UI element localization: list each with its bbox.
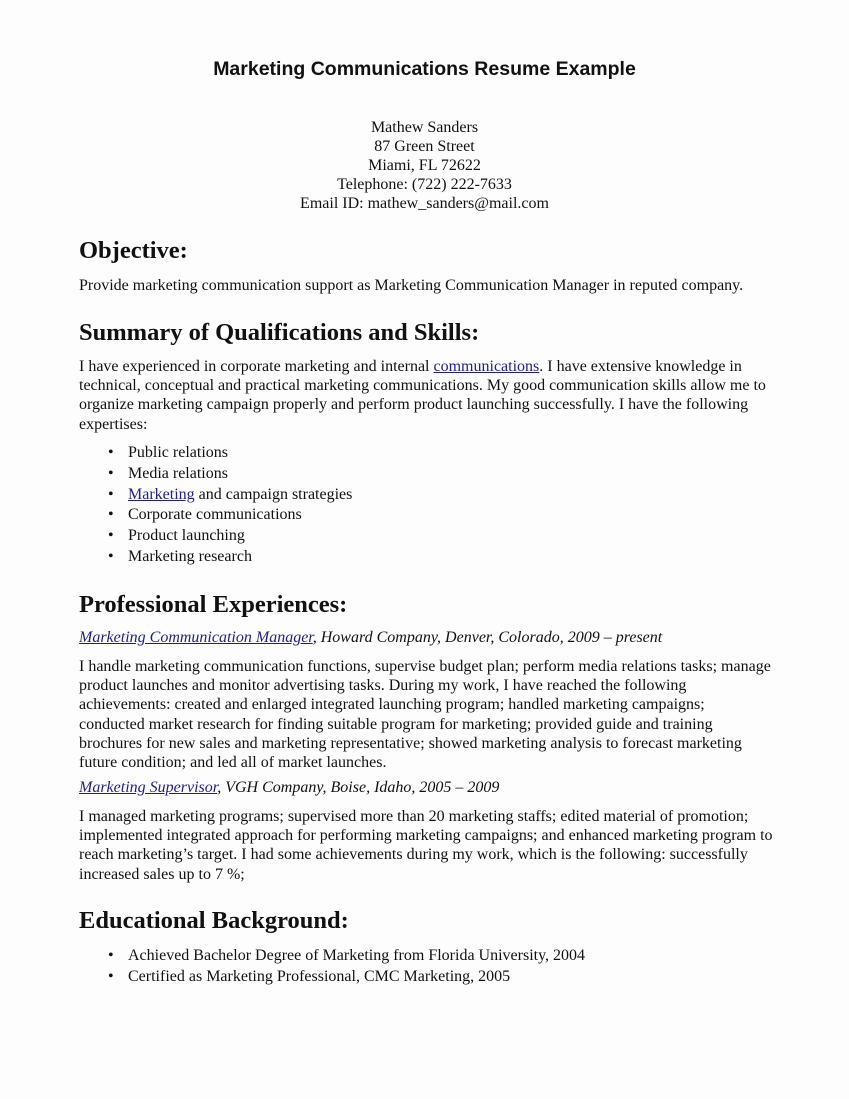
job-description: I managed marketing programs; supervised more than 20 marketing staffs; edited material of promotion; implemented integrated approach for performing marketing campaigns; and enhanced marketing program to reach marketing’s target. I had some achievements during my work, which is the following: successfully increased sales up to 7 %;	[79, 808, 773, 883]
summary-heading: Summary of Qualifications and Skills:	[79, 319, 480, 346]
list-item	[79, 443, 352, 464]
summary-text-after: . I have extensive knowledge in technical, conceptual and practical marketing communications. My good communication skills allow me to organize marketing campaign properly and perform product launching successfully. I have the following expertises:	[79, 358, 766, 433]
contact-block	[0, 118, 849, 213]
list-item	[79, 547, 352, 568]
job-details: , VGH Company, Boise, Idaho, 2005 – 2009	[217, 779, 500, 796]
communications-link[interactable]: communications	[433, 358, 540, 375]
skill-text: Product launching	[128, 527, 245, 545]
list-item	[79, 464, 352, 485]
contact-city: Miami, FL 72622	[368, 157, 481, 174]
skill-text: and campaign strategies	[194, 485, 353, 503]
skill-text: Media relations	[128, 464, 228, 482]
contact-telephone: Telephone: (722) 222-7633	[337, 176, 512, 193]
experience-heading: Professional Experiences:	[79, 591, 348, 618]
skill-text: Corporate communications	[128, 506, 302, 524]
job-description: I handle marketing communication functions, supervise budget plan; perform media relations tasks; manage product launches and monitor advertising tasks. During my work, I have reached the following achievements: created and enlarged integrated launching program; handled marketing campaigns; conducted market research for finding suitable program for marketing; provided guide and training brochures for new sales and marketing representative; showed marketing analysis to forecast marketing future condition; and led all of market launches.	[79, 658, 771, 772]
job-details: , Howard Company, Denver, Colorado, 2009 – present	[312, 629, 663, 646]
marketing-link[interactable]: Marketing	[128, 485, 195, 503]
skills-list	[79, 443, 352, 568]
contact-street: 87 Green Street	[374, 138, 475, 155]
education-heading: Educational Background:	[79, 907, 349, 934]
list-item	[79, 485, 352, 506]
objective-heading: Objective:	[79, 237, 188, 264]
job-title-line	[79, 779, 499, 797]
objective-text: Provide marketing communication support as Marketing Communication Manager in reputed company.	[79, 277, 744, 294]
job-role-link[interactable]: Marketing Communication Manager	[79, 629, 313, 646]
contact-email: Email ID: mathew_sanders@mail.com	[300, 195, 549, 212]
list-item	[79, 526, 352, 547]
job-role-link[interactable]: Marketing Supervisor	[79, 779, 218, 796]
skill-text: Public relations	[128, 444, 228, 461]
summary-text-before: I have experienced in corporate marketing and internal	[79, 358, 434, 375]
contact-name: Mathew Sanders	[370, 119, 479, 136]
education-list	[79, 946, 585, 988]
list-item: • Achieved Bachelor Degree of Marketing from Florida University, 2004	[79, 946, 585, 967]
list-item	[79, 505, 352, 526]
job-title-line	[79, 629, 662, 647]
list-item: • Certified as Marketing Professional, CMC Marketing, 2005	[79, 967, 585, 988]
skill-text: Marketing research	[128, 547, 252, 565]
document-title: Marketing Communications Resume Example	[213, 58, 636, 80]
summary-text	[79, 357, 779, 434]
